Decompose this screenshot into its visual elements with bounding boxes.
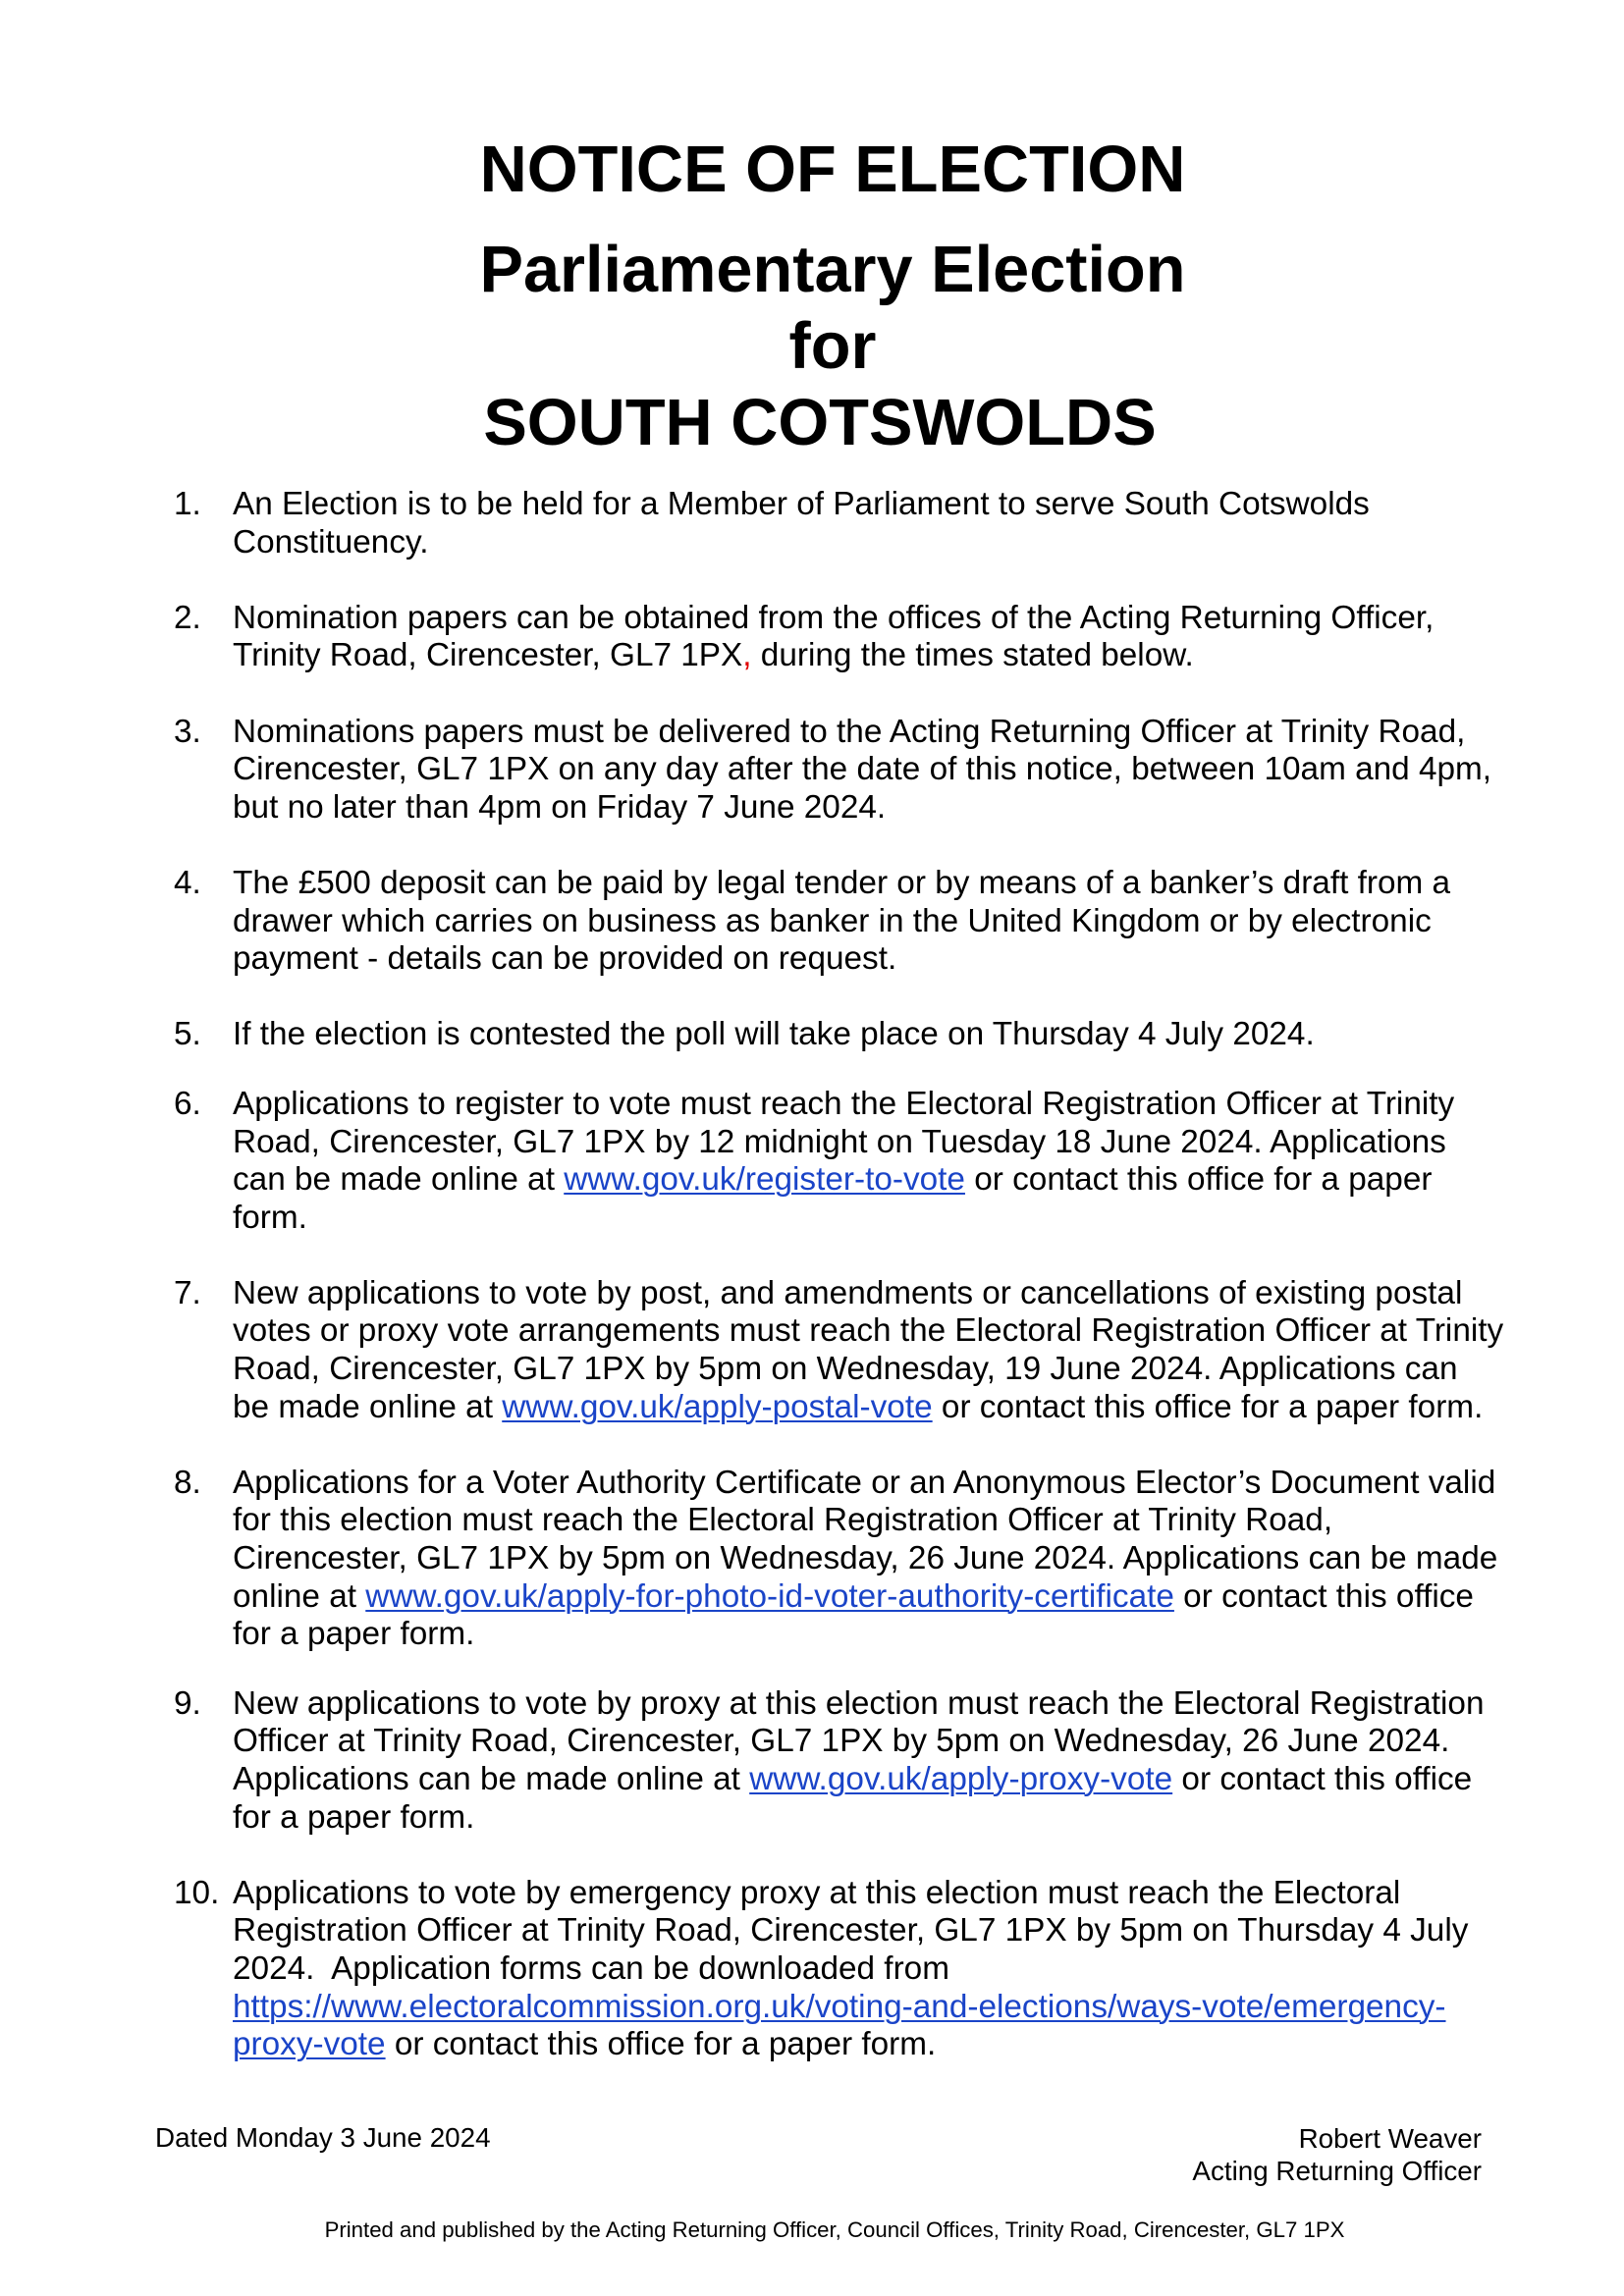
line-text: Trinity Road, Cirencester, GL7 1PX	[233, 637, 743, 674]
signatory-title: Acting Returning Officer	[1192, 2156, 1482, 2186]
constituency-name: SOUTH COTSWOLDS	[483, 387, 1157, 459]
line-text: online at	[233, 1577, 366, 1615]
notice-item-6	[0, 1086, 1624, 1237]
item-body	[0, 486, 1624, 561]
line-text: or contact this office	[1172, 1761, 1473, 1797]
item-number: 9.	[174, 1684, 201, 1722]
item-line: Nomination papers can be obtained from the offices of the Acting Returning Officer,	[233, 599, 1435, 636]
emergency-proxy-vote-link[interactable]: proxy-vote	[233, 2026, 386, 2063]
notice-title: NOTICE OF ELECTION	[479, 133, 1186, 206]
imprint-line: Printed and published by the Acting Returning Officer, Council Offices, Trinity Road, Cirencester, GL7 1PX	[324, 2217, 1345, 2242]
item-line	[233, 1578, 1624, 1617]
item-line: Nominations papers must be delivered to the Acting Returning Officer at Trinity Road,	[233, 713, 1466, 750]
item-body	[0, 1685, 1624, 1837]
election-type: Parliamentary Election	[479, 234, 1186, 306]
signatory-block	[1192, 2122, 1482, 2187]
notice-item-2	[0, 600, 1624, 675]
title-for: for	[788, 310, 877, 383]
item-line: Cirencester, GL7 1PX by 5pm on Wednesday, 26 June 2024. Applications can be made	[233, 1540, 1498, 1577]
item-line: for a paper form.	[233, 1798, 475, 1836]
line-text: or contact this office	[1173, 1577, 1474, 1615]
item-number: 7.	[174, 1274, 201, 1311]
highlighted-comma: ,	[742, 637, 752, 674]
line-text: or contact this office for a paper form.	[932, 1388, 1484, 1425]
item-line	[233, 2026, 1624, 2064]
item-line: 2024. Application forms can be downloaded from	[233, 1949, 949, 1987]
item-number: 2.	[174, 599, 201, 636]
item-body	[0, 1275, 1624, 1426]
apply-proxy-vote-link[interactable]: www.gov.uk/apply-proxy-vote	[749, 1761, 1173, 1797]
item-line	[233, 1389, 1624, 1427]
line-text: or contact this office for a paper form.	[385, 2026, 937, 2063]
item-number: 4.	[174, 864, 201, 901]
item-line: Cirencester, GL7 1PX on any day after the date of this notice, between 10am and 4pm,	[233, 751, 1492, 788]
item-number: 3.	[174, 713, 201, 750]
item-body	[0, 1086, 1624, 1237]
item-line	[233, 1761, 1624, 1799]
line-text: or contact this office for a paper	[964, 1161, 1433, 1199]
item-line: Officer at Trinity Road, Cirencester, GL7 1PX by 5pm on Wednesday, 26 June 2024.	[233, 1723, 1450, 1760]
notice-item-10	[0, 1875, 1624, 2064]
line-text: during the times stated below.	[751, 637, 1194, 674]
item-body	[0, 865, 1624, 979]
item-line: Road, Cirencester, GL7 1PX by 12 midnight on Tuesday 18 June 2024. Applications	[233, 1123, 1446, 1160]
signatory-name: Robert Weaver	[1298, 2123, 1482, 2154]
item-line: An Election is to be held for a Member of Parliament to serve South Cotswolds	[233, 486, 1370, 522]
notice-item-5	[0, 1016, 1624, 1054]
item-number: 8.	[174, 1464, 201, 1501]
item-line: Registration Officer at Trinity Road, Cirencester, GL7 1PX by 5pm on Thursday 4 July	[233, 1912, 1469, 1949]
item-line: drawer which carries on business as banker in the United Kingdom or by electronic	[233, 902, 1432, 939]
line-text: Applications can be made online at	[233, 1761, 750, 1797]
item-body	[0, 1875, 1624, 2064]
item-body	[0, 1465, 1624, 1654]
dated-line: Dated Monday 3 June 2024	[155, 2122, 491, 2153]
line-text: can be made online at	[233, 1161, 565, 1199]
register-to-vote-link[interactable]: www.gov.uk/register-to-vote	[564, 1161, 965, 1199]
notice-item-3	[0, 714, 1624, 828]
notice-item-7	[0, 1275, 1624, 1426]
item-body	[0, 1016, 1624, 1054]
item-line: If the election is contested the poll will take place on Thursday 4 July 2024.	[233, 1016, 1315, 1053]
item-line: Road, Cirencester, GL7 1PX by 5pm on Wednesday, 19 June 2024. Applications can	[233, 1351, 1458, 1388]
emergency-proxy-vote-link[interactable]: https://www.electoralcommission.org.uk/voting-and-elections/ways-vote/emergency-	[233, 1988, 1446, 2025]
line-text: be made online at	[233, 1388, 503, 1425]
item-line: payment - details can be provided on request.	[233, 940, 897, 978]
item-body	[0, 600, 1624, 675]
item-number: 6.	[174, 1085, 201, 1122]
item-line: but no later than 4pm on Friday 7 June 2024.	[233, 788, 887, 826]
item-line: Applications to register to vote must reach the Electoral Registration Officer at Trinity	[233, 1085, 1455, 1122]
item-line: Applications for a Voter Authority Certificate or an Anonymous Elector’s Document valid	[233, 1464, 1496, 1501]
notice-items	[0, 486, 1624, 2102]
item-line: New applications to vote by proxy at this election must reach the Electoral Registration	[233, 1684, 1485, 1722]
item-body	[0, 714, 1624, 828]
item-line: votes or proxy vote arrangements must reach the Electoral Registration Officer at Trinity	[233, 1312, 1504, 1350]
item-line: Applications to vote by emergency proxy at this election must reach the Electoral	[233, 1874, 1401, 1911]
item-number: 10.	[174, 1874, 220, 1911]
item-line: New applications to vote by post, and amendments or cancellations of existing postal	[233, 1274, 1463, 1311]
notice-item-9	[0, 1685, 1624, 1837]
item-line	[233, 637, 1624, 675]
item-line: The £500 deposit can be paid by legal tender or by means of a banker’s draft from a	[233, 864, 1451, 901]
apply-postal-vote-link[interactable]: www.gov.uk/apply-postal-vote	[502, 1388, 933, 1425]
item-line: Constituency.	[233, 523, 429, 561]
notice-title-block	[41, 133, 1624, 461]
notice-item-4	[0, 865, 1624, 979]
notice-item-8	[0, 1465, 1624, 1654]
voter-authority-certificate-link[interactable]: www.gov.uk/apply-for-photo-id-voter-authority-certificate	[365, 1577, 1174, 1615]
item-number: 5.	[174, 1016, 201, 1053]
item-number: 1.	[174, 486, 201, 522]
notice-item-1	[0, 486, 1624, 561]
item-line	[233, 1989, 1624, 2027]
item-line	[233, 1161, 1624, 1200]
item-line: for a paper form.	[233, 1616, 475, 1653]
item-line: for this election must reach the Electoral Registration Officer at Trinity Road,	[233, 1502, 1333, 1539]
item-line: form.	[233, 1199, 307, 1236]
